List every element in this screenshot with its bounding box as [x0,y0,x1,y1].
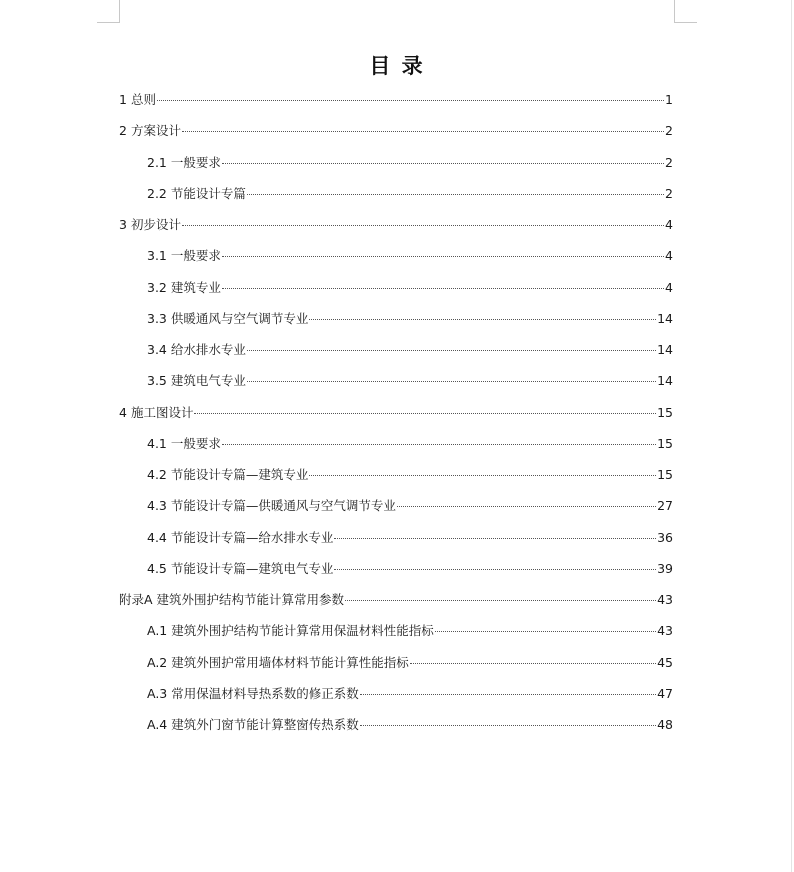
toc-entry-text: 节能设计专篇—建筑专业 [170,467,309,482]
toc-dot-leader [194,413,656,414]
toc-entry[interactable] [119,653,673,684]
toc-entry-number: 3.5 [147,373,171,389]
toc-entry[interactable] [119,559,673,590]
toc-entry-label[interactable] [147,371,246,391]
page-edge [791,0,792,872]
toc-page-number: 2 [665,185,673,201]
toc-page-number: 43 [657,592,673,607]
toc-entry[interactable] [119,278,673,309]
toc-entry-number: 3.2 [147,279,171,295]
toc-entry-label[interactable] [147,715,359,735]
toc-title: 目 录 [369,53,425,78]
toc-entry-label[interactable] [147,434,221,454]
toc-entry[interactable] [119,715,673,746]
toc-entry-text: 总则 [130,92,156,107]
toc-entry-text: 建筑外围护常用墙体材料节能计算性能指标 [171,654,409,670]
toc-entry-label[interactable] [147,153,221,173]
toc-entry-label[interactable] [147,559,333,579]
toc-dot-leader [435,631,656,632]
toc-page-number: 14 [657,310,673,326]
toc-entry[interactable] [119,246,673,277]
toc-page-number: 2 [665,123,673,139]
toc-entry-number: 4 [119,404,131,420]
toc-entry-label[interactable] [147,278,221,298]
toc-entry-text: 供暖通风与空气调节专业 [170,310,309,326]
toc-page-number: 39 [657,560,673,576]
toc-dot-leader [182,131,664,132]
toc-dot-leader [222,288,664,289]
toc-dot-leader [222,444,656,445]
toc-entry-label[interactable] [119,121,181,141]
toc-page-number: 27 [657,498,673,514]
toc-entry[interactable] [119,215,673,246]
toc-entry-number: 4.4 [147,529,171,545]
toc-entry-text: 一般要求 [170,248,221,264]
toc-page-number: 48 [657,717,673,732]
toc-entry-number: 3.3 [147,310,171,326]
page-corner-mark-top-left [97,0,120,23]
toc-entry[interactable] [119,465,673,496]
toc-entry-text: 初步设计 [130,217,181,232]
toc-page-number: 36 [657,529,673,545]
toc-entry-number: 附录A [119,592,157,607]
toc-entry-text: 建筑专业 [170,279,221,295]
toc-entry[interactable] [119,621,673,652]
toc-entry-number: 2.1 [147,154,171,170]
toc-entry-label[interactable] [147,621,434,641]
toc-dot-leader [247,350,656,351]
toc-page-number: 14 [657,373,673,389]
toc-entry-text: 给水排水专业 [170,342,246,357]
toc-entry-number: A.2 [147,654,172,670]
toc-dot-leader [182,225,664,226]
toc-entry-label[interactable] [147,465,308,485]
toc-entry[interactable] [119,121,673,152]
toc-entry-label[interactable] [147,528,333,548]
toc-entry-number: 3.4 [147,342,171,357]
toc-page-number: 45 [657,654,673,670]
toc-page-number: 4 [665,248,673,264]
toc-entry-label[interactable] [147,184,246,204]
toc-entry-label[interactable] [147,246,221,266]
toc-page-number: 1 [665,92,673,107]
toc-entry-number: A.1 [147,623,172,639]
toc-entry[interactable] [119,184,673,215]
toc-dot-leader [247,381,656,382]
toc-entry[interactable] [119,403,673,434]
toc-entry-text: 节能设计专篇 [170,185,246,201]
toc-entry-text: 节能设计专篇—供暖通风与空气调节专业 [170,498,396,514]
toc-entry[interactable] [119,684,673,715]
toc-page-number: 14 [657,342,673,357]
toc-entry[interactable] [119,590,673,621]
toc-entry-label[interactable] [147,340,246,360]
toc-entry-text: 一般要求 [170,435,221,451]
toc-page-number: 4 [665,217,673,232]
toc-entry-text: 一般要求 [170,154,221,170]
toc-entry-text: 建筑外门窗节能计算整窗传热系数 [171,717,359,732]
toc-dot-leader [345,600,656,601]
toc-entry-number: A.3 [147,685,172,701]
toc-entry[interactable] [119,340,673,371]
toc-entry-label[interactable] [119,590,344,610]
toc-entry-text: 建筑外围护结构节能计算常用参数 [156,592,345,607]
toc-entry[interactable] [119,434,673,465]
toc-entry-label[interactable] [119,90,156,110]
toc-entry-text: 建筑外围护结构节能计算常用保温材料性能指标 [171,623,434,639]
toc-dot-leader [410,663,656,664]
toc-dot-leader [360,725,656,726]
toc-entry-label[interactable] [147,684,359,704]
toc-page-number: 15 [657,404,673,420]
toc-dot-leader [334,569,656,570]
toc-entry[interactable] [119,528,673,559]
toc-entry-label[interactable] [147,309,308,329]
toc-dot-leader [309,319,656,320]
toc-dot-leader [247,194,664,195]
toc-entry[interactable] [119,153,673,184]
toc-page-number: 47 [657,685,673,701]
toc-dot-leader [222,163,664,164]
toc-page-number: 2 [665,154,673,170]
toc-entry-text: 常用保温材料导热系数的修正系数 [171,685,359,701]
toc-entry-number: 4.2 [147,467,171,482]
toc-entry-text: 建筑电气专业 [170,373,246,389]
toc-page-number: 4 [665,279,673,295]
toc-entry-number: 4.1 [147,435,171,451]
toc-dot-leader [222,256,664,257]
toc-page-number: 15 [657,435,673,451]
toc-entry-label[interactable] [119,403,193,423]
toc-dot-leader [360,694,656,695]
toc-entry-number: 2 [119,123,131,139]
toc-entry-label[interactable] [147,496,396,516]
toc-entry-text: 节能设计专篇—建筑电气专业 [170,560,334,576]
toc-entry-label[interactable] [147,653,409,673]
toc-entry-number: A.4 [147,717,172,732]
toc-entry-label[interactable] [119,215,181,235]
toc-entry-text: 施工图设计 [130,404,194,420]
toc-entry[interactable] [119,496,673,527]
toc-entry-number: 2.2 [147,185,171,201]
toc-dot-leader [397,506,656,507]
toc-entry-text: 节能设计专篇—给水排水专业 [170,529,334,545]
toc-dot-leader [309,475,656,476]
toc-entry[interactable] [119,90,673,121]
toc-dot-leader [334,538,656,539]
toc-page-number: 15 [657,467,673,482]
toc-entry[interactable] [119,309,673,340]
toc-entry-number: 3.1 [147,248,171,264]
toc-entry[interactable] [119,371,673,402]
table-of-contents [119,90,673,746]
toc-entry-number: 3 [119,217,131,232]
toc-entry-text: 方案设计 [130,123,181,139]
toc-entry-number: 4.5 [147,560,171,576]
toc-entry-number: 4.3 [147,498,171,514]
toc-dot-leader [157,100,664,101]
toc-entry-number: 1 [119,92,131,107]
toc-page-number: 43 [657,623,673,639]
page-corner-mark-top-right [674,0,697,23]
